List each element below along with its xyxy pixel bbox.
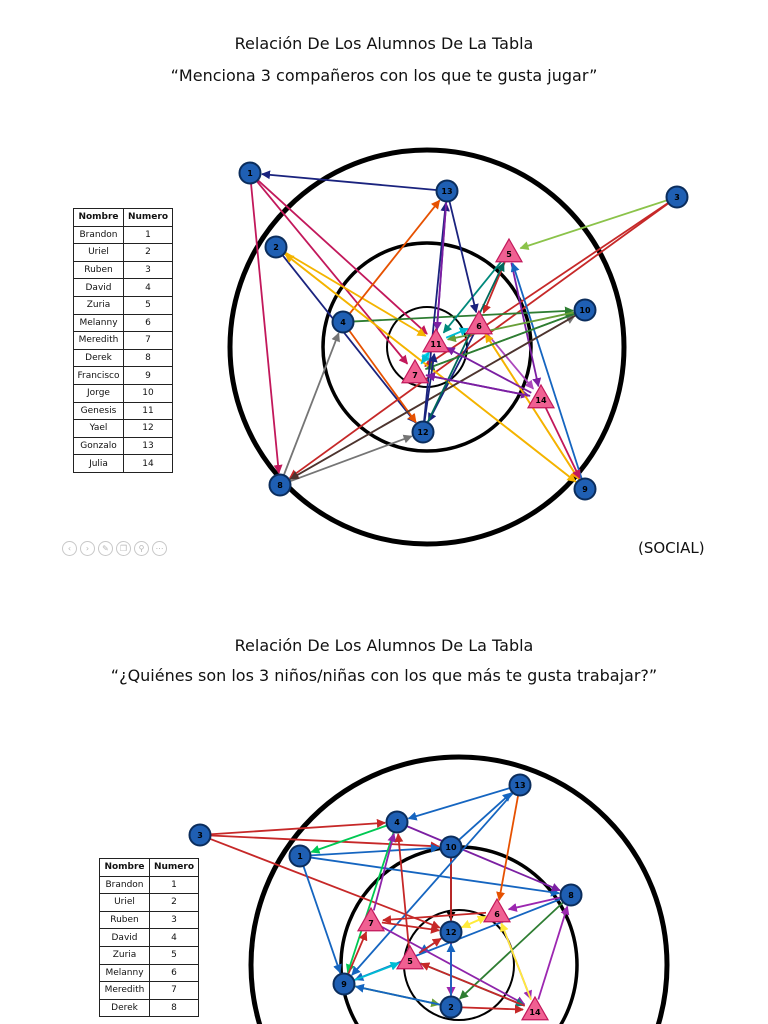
relation-arrow [374,834,394,911]
relation-arrow [383,913,486,920]
relation-arrow [211,836,439,847]
student-name-cell: Genesis [74,402,124,420]
node-label: 13 [441,187,453,196]
student-number-cell: 4 [124,279,173,297]
relation-arrow [461,917,486,928]
section2-title: Relación De Los Alumnos De La Tabla [234,636,534,655]
node-label: 6 [494,910,500,919]
student-name-cell: Uriel [100,894,150,912]
student-name-cell: Melanny [74,314,124,332]
boy-node [441,922,462,943]
node-label: 5 [506,250,512,259]
table-header-name: Nombre [100,859,150,877]
student-number-cell: 1 [150,876,199,894]
girl-node [484,899,510,922]
node-label: 1 [247,169,253,178]
table-row [100,894,199,912]
node-label: 2 [273,243,279,252]
table-row [100,929,199,947]
student-number-cell: 6 [124,314,173,332]
relation-arrow [398,834,409,948]
student-name-cell: Ruben [100,911,150,929]
student-number-cell: 7 [150,982,199,1000]
node-label: 9 [341,980,347,989]
student-number-cell: 11 [124,402,173,420]
boy-node [387,812,408,833]
node-label: 1 [297,852,303,861]
boy-node [561,885,582,906]
student-table-2 [99,858,199,1017]
node-label: 12 [445,928,457,937]
student-name-cell: Ruben [74,261,124,279]
relation-arrow [311,858,559,894]
student-number-cell: 6 [150,964,199,982]
student-number-cell: 12 [124,420,173,438]
student-number-cell: 7 [124,332,173,350]
node-label: 8 [568,891,574,900]
table-row [100,911,199,929]
table-header-name: Nombre [74,209,124,227]
boy-node [190,825,211,846]
student-name-cell: David [74,279,124,297]
next-icon[interactable]: › [80,541,95,556]
student-name-cell: Meredith [74,332,124,350]
more-icon[interactable]: ⋯ [152,541,167,556]
student-name-cell: Derek [74,349,124,367]
student-number-cell: 13 [124,437,173,455]
relation-arrow [499,796,518,900]
table-header-number: Numero [124,209,173,227]
student-name-cell: Melanny [100,964,150,982]
node-label: 3 [674,193,680,202]
zoom-icon[interactable]: ⚲ [134,541,149,556]
student-number-cell: 3 [124,261,173,279]
table-row [100,946,199,964]
student-name-cell: Zuria [100,946,150,964]
student-name-cell: Meredith [100,982,150,1000]
student-number-cell: 10 [124,384,173,402]
student-number-cell: 2 [124,244,173,262]
node-label: 10 [445,843,457,852]
social-tag: (SOCIAL) [638,539,705,557]
boy-node [334,974,355,995]
student-name-cell: Jorge [74,384,124,402]
edit-icon[interactable]: ✎ [98,541,113,556]
node-label: 2 [448,1003,454,1012]
relation-arrow [509,897,561,909]
node-label: 4 [340,318,346,327]
student-number-cell: 5 [150,946,199,964]
node-label: 10 [579,306,591,315]
sociogram-ring [251,757,667,1024]
boy-node [290,846,311,867]
student-number-cell: 14 [124,455,173,473]
copy-icon[interactable]: ❐ [116,541,131,556]
table-row [100,876,199,894]
girl-node [522,997,548,1020]
table-row [100,964,199,982]
relation-arrow [462,1007,523,1009]
node-label: 7 [412,371,418,380]
relation-arrow [356,987,441,1005]
table-row [100,982,199,1000]
relation-arrow [421,964,525,1006]
student-number-cell: 8 [124,349,173,367]
student-name-cell: Julia [74,455,124,473]
student-number-cell: 5 [124,296,173,314]
student-name-cell: Uriel [74,244,124,262]
section1-question: “Menciona 3 compañeros con los que te gusta jugar” [170,66,598,85]
student-name-cell: Zuria [74,296,124,314]
student-name-cell: Brandon [100,876,150,894]
student-name-cell: David [100,929,150,947]
table-row [100,999,199,1017]
student-number-cell: 2 [150,894,199,912]
girl-node [397,946,423,969]
student-number-cell: 8 [150,999,199,1017]
section1-title: Relación De Los Alumnos De La Tabla [234,34,534,53]
node-label: 14 [535,396,547,405]
node-label: 6 [476,322,482,331]
prev-icon[interactable]: ‹ [62,541,77,556]
relation-arrow [311,826,386,852]
node-label: 7 [368,919,374,928]
node-label: 9 [582,485,588,494]
student-number-cell: 4 [150,929,199,947]
student-name-cell: Brandon [74,226,124,244]
node-label: 5 [407,957,413,966]
student-name-cell: Derek [100,999,150,1017]
student-name-cell: Yael [74,420,124,438]
relation-arrow [407,826,560,890]
boy-node [441,837,462,858]
section2-question: “¿Quiénes son los 3 niños/niñas con los que más te gusta trabajar?” [110,666,658,685]
boy-node [441,997,462,1018]
student-name-cell: Francisco [74,367,124,385]
girl-node [358,908,384,931]
relation-arrow [501,923,531,1000]
node-label: 12 [417,428,429,437]
node-label: 3 [197,831,203,840]
student-number-cell: 9 [124,367,173,385]
node-label: 4 [394,818,400,827]
student-name-cell: Gonzalo [74,437,124,455]
node-label: 14 [529,1008,541,1017]
student-number-cell: 3 [150,911,199,929]
boy-node [510,775,531,796]
node-label: 11 [430,340,442,349]
node-label: 8 [277,481,283,490]
student-number-cell: 1 [124,226,173,244]
node-label: 13 [514,781,526,790]
table-header-number: Numero [150,859,199,877]
